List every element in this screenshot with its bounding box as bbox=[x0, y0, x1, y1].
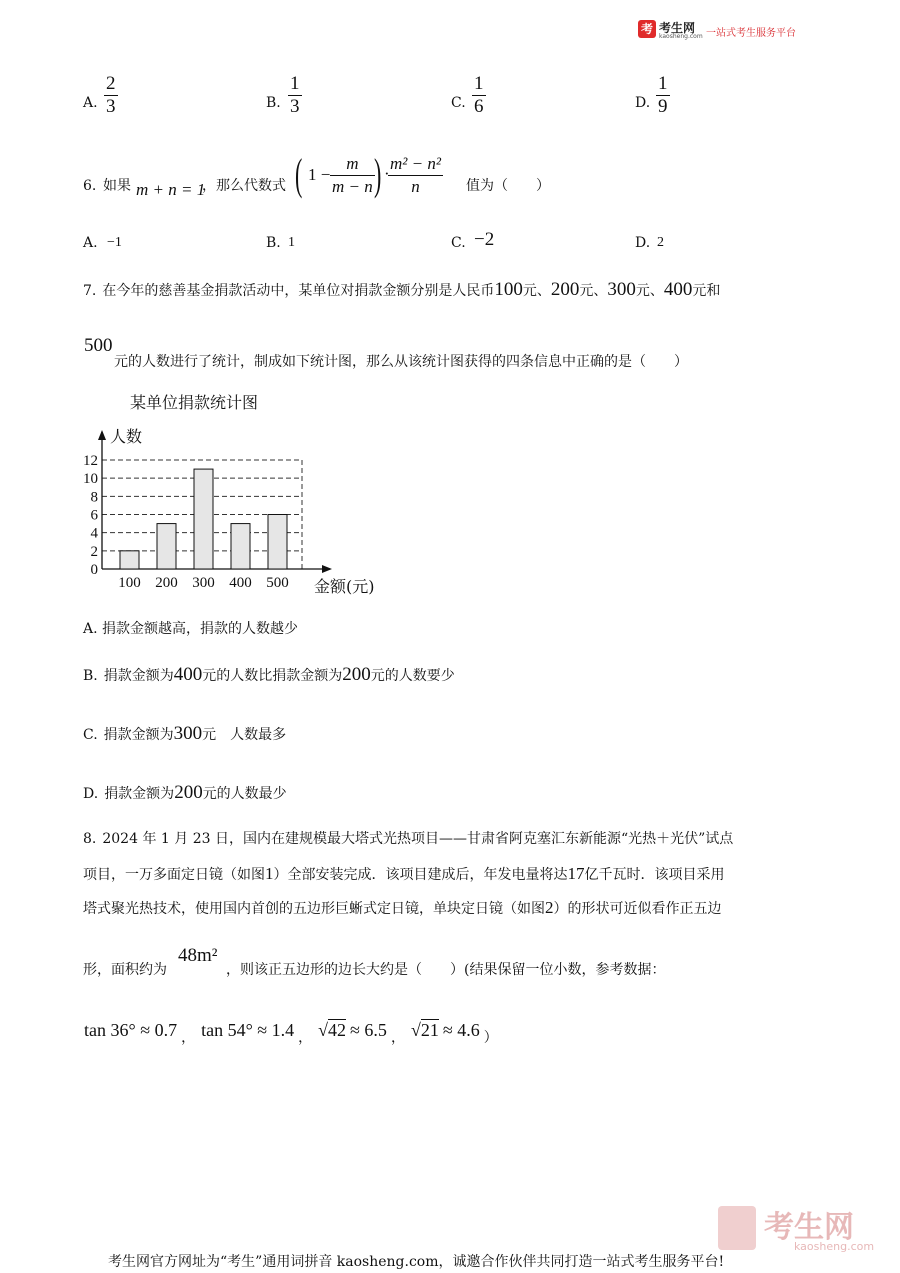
q8-ref-sqrt21-radicand: 21 bbox=[420, 1020, 439, 1040]
q8-line-3-b: ）的形状可近似看作正五边 bbox=[553, 901, 722, 917]
fraction-denominator: 9 bbox=[658, 96, 668, 117]
q8-ref-sqrt42-value: ≈ 6.5 bbox=[350, 1020, 387, 1040]
logo-brand: 考生网 bbox=[659, 21, 696, 35]
bar-300 bbox=[194, 469, 213, 569]
close-paren: ) bbox=[374, 150, 382, 199]
q7-amount-300: 300 bbox=[607, 279, 636, 300]
q7-amount-100: 100 bbox=[494, 279, 523, 300]
close-paren: ） bbox=[483, 1031, 498, 1046]
y-axis-arrow-icon bbox=[98, 430, 106, 440]
fraction-numerator: m² − n² bbox=[390, 154, 441, 173]
open-paren: ( bbox=[295, 150, 303, 199]
x-tick-label: 400 bbox=[229, 575, 252, 591]
fraction-denominator: n bbox=[411, 177, 420, 196]
y-tick-label: 12 bbox=[83, 453, 98, 469]
fraction-numerator: 1 bbox=[658, 73, 668, 94]
q8-ref-tan54: tan 54° ≈ 1.4 bbox=[201, 1020, 295, 1040]
q7-amount-500: 500 bbox=[84, 335, 113, 356]
q5-option-c-fraction bbox=[472, 74, 486, 117]
q8-area: 48m² bbox=[178, 945, 218, 966]
separator: ， bbox=[390, 1031, 405, 1046]
q8-ref-sqrt21-value: ≈ 4.6 bbox=[442, 1020, 480, 1040]
q7-unit-4: 元和 bbox=[692, 283, 721, 299]
q6-option-b-letter: B. bbox=[266, 235, 281, 251]
q8-reference-data bbox=[84, 1019, 498, 1046]
logo-domain: kaosheng.com bbox=[659, 33, 703, 40]
q5-option-d-fraction bbox=[656, 74, 670, 117]
q7-option-d-text-1: 捐款金额为 bbox=[104, 786, 175, 802]
q5-option-d-letter: D. bbox=[635, 95, 651, 111]
q7-option-b bbox=[83, 665, 455, 686]
q7-option-d-text-2: 元的人数最少 bbox=[202, 786, 287, 802]
q8-fig-2: 2 bbox=[545, 898, 554, 917]
q7-text-a: 在今年的慈善基金捐款活动中，某单位对捐款金额分别是人民币 bbox=[102, 283, 495, 299]
q8-line-3 bbox=[83, 898, 722, 919]
q8-number: 8. bbox=[83, 831, 97, 847]
q7-option-b-text-2: 元的人数比捐款金额为 bbox=[202, 668, 343, 684]
q7-amount-400: 400 bbox=[663, 279, 693, 300]
q8-fig-1: 1 bbox=[265, 864, 274, 883]
q7-option-b-amount-1: 400 bbox=[173, 664, 203, 685]
watermark-brand: 考生网 bbox=[764, 1210, 854, 1245]
logo-mark-icon: 考 bbox=[638, 20, 656, 38]
q7-unit-3: 元、 bbox=[635, 283, 664, 299]
donation-bar-chart bbox=[80, 380, 400, 600]
bar-100 bbox=[120, 551, 139, 569]
y-tick-label: 8 bbox=[90, 489, 98, 506]
q6-condition: m + n = 1 bbox=[136, 180, 206, 199]
q8-value-17: 17 bbox=[567, 864, 585, 883]
bar-200 bbox=[157, 524, 176, 569]
q7-option-a-letter: A. bbox=[83, 621, 98, 637]
q6-option-c-value: −2 bbox=[474, 229, 495, 250]
x-tick-label: 300 bbox=[192, 575, 215, 591]
q7-option-c-text-1: 捐款金额为 bbox=[103, 727, 174, 743]
q6-expr-inner-fraction bbox=[330, 154, 375, 197]
q6-expr-outer-fraction bbox=[388, 154, 443, 197]
q7-option-c-amount: 300 bbox=[173, 723, 203, 744]
q5-option-b-fraction bbox=[288, 74, 302, 117]
q8-line-4-b: ，则该正五边形的边长大约是（ ）(结果保留一位小数，参考数据： bbox=[226, 962, 666, 978]
q6-option-d-value: 2 bbox=[657, 235, 664, 250]
q7-unit-1: 元、 bbox=[522, 283, 551, 299]
bar-500 bbox=[268, 515, 287, 570]
fraction-denominator: 3 bbox=[106, 96, 116, 117]
fraction-denominator: 3 bbox=[290, 96, 300, 117]
q7-option-b-amount-2: 200 bbox=[342, 664, 371, 685]
q6-number: 6. bbox=[83, 178, 97, 194]
q8-line-2-b: ）全部安装完成．该项目建成后，年发电量将达 bbox=[273, 867, 568, 883]
q8-line-1 bbox=[83, 829, 733, 849]
x-tick-label: 500 bbox=[266, 575, 289, 591]
y-tick-label: 4 bbox=[90, 525, 98, 542]
q6-option-b-value: 1 bbox=[288, 235, 295, 250]
q7-option-a-text: 捐款金额越高，捐款的人数越少 bbox=[102, 621, 299, 637]
q8-line-3-a: 塔式聚光热技术，使用国内首创的五边形巨蜥式定日镜，单块定日镜（如图 bbox=[83, 901, 545, 917]
q7-amount-200: 200 bbox=[550, 279, 580, 300]
q7-option-d bbox=[83, 783, 287, 804]
q7-option-b-letter: B. bbox=[83, 668, 98, 684]
separator: ， bbox=[298, 1031, 313, 1046]
q8-ref-sqrt42-radicand: 42 bbox=[328, 1020, 347, 1040]
q6-suffix: 值为（ ） bbox=[466, 178, 550, 194]
fraction-numerator: 1 bbox=[474, 73, 484, 94]
separator: ， bbox=[181, 1031, 196, 1046]
fraction-denominator: 6 bbox=[474, 96, 484, 117]
q7-option-d-amount: 200 bbox=[174, 782, 203, 803]
sqrt-icon: √ bbox=[410, 1020, 421, 1040]
q8-line-2-c: 亿千瓦时．该项目采用 bbox=[584, 867, 725, 883]
y-tick-label: 2 bbox=[90, 543, 98, 560]
multiply-dot: · bbox=[384, 164, 390, 183]
q5-option-c-letter: C. bbox=[451, 95, 466, 111]
q7-option-b-text-3: 元的人数要少 bbox=[370, 668, 455, 684]
q7-option-c-letter: C. bbox=[83, 727, 98, 743]
q6-option-c-letter: C. bbox=[451, 235, 466, 251]
q6-middle: ，那么代数式 bbox=[202, 178, 286, 194]
q7-option-b-text-1: 捐款金额为 bbox=[103, 668, 174, 684]
q8-line-4-a: 形，面积约为 bbox=[83, 962, 167, 978]
q7-option-c-text-2: 元 人数最多 bbox=[202, 727, 287, 743]
bar-400 bbox=[231, 524, 250, 569]
q6-option-d-letter: D. bbox=[635, 235, 651, 251]
watermark-domain: kaosheng.com bbox=[794, 1240, 875, 1253]
q8-line-1-text: 2024 年 1 月 23 日，国内在建规模最大塔式光热项目——甘肃省阿克塞汇东新能源“光热＋光伏”试点 bbox=[102, 831, 734, 847]
header-logo bbox=[638, 20, 813, 42]
header-slogan: 一站式考生服务平台 bbox=[706, 28, 796, 39]
x-tick-label: 100 bbox=[118, 575, 141, 591]
q8-line-2 bbox=[83, 864, 725, 885]
q5-option-a-fraction bbox=[104, 74, 118, 117]
q6-option-a-value: −1 bbox=[107, 235, 122, 250]
fraction-denominator: m − n bbox=[332, 177, 373, 196]
x-axis-label: 金额(元) bbox=[314, 577, 375, 596]
y-tick-label: 10 bbox=[83, 471, 98, 488]
q8-line-2-a: 项目，一万多面定日镜（如图 bbox=[83, 867, 265, 883]
q7-number: 7. bbox=[83, 283, 97, 299]
q6-prefix: 如果 bbox=[103, 178, 131, 194]
q6-expr-one: 1 − bbox=[308, 165, 331, 184]
q7-option-c bbox=[83, 724, 286, 745]
q7-line-2: 元的人数进行了统计，制成如下统计图，那么从该统计图获得的四条信息中正确的是（ ） bbox=[114, 354, 688, 370]
watermark-logo bbox=[718, 1200, 878, 1260]
x-axis-arrow-icon bbox=[322, 565, 332, 573]
y-tick-label: 0 bbox=[90, 562, 98, 578]
y-tick-label: 6 bbox=[90, 507, 98, 524]
q5-option-a-letter: A. bbox=[83, 95, 98, 111]
q5-option-b-letter: B. bbox=[266, 95, 281, 111]
q6-option-a-letter: A. bbox=[83, 235, 98, 251]
chart-title: 某单位捐款统计图 bbox=[130, 393, 259, 412]
q7-option-a bbox=[83, 619, 298, 639]
q7-line-1 bbox=[83, 280, 720, 301]
q7-option-d-letter: D. bbox=[83, 786, 99, 802]
y-axis-label: 人数 bbox=[110, 427, 143, 446]
fraction-numerator: 1 bbox=[290, 73, 300, 94]
fraction-numerator: m bbox=[346, 154, 359, 173]
sqrt-icon: √ bbox=[318, 1020, 329, 1040]
watermark-mark-icon bbox=[718, 1206, 756, 1250]
footer-text: 考生网官方网址为“考生”通用词拼音 kaosheng.com，诚邀合作伙伴共同打造一站式考生服务平台! bbox=[108, 1254, 725, 1270]
x-tick-label: 200 bbox=[155, 575, 178, 591]
q7-unit-2: 元、 bbox=[579, 283, 608, 299]
q8-ref-tan36: tan 36° ≈ 0.7 bbox=[84, 1020, 178, 1040]
fraction-numerator: 2 bbox=[106, 73, 116, 94]
